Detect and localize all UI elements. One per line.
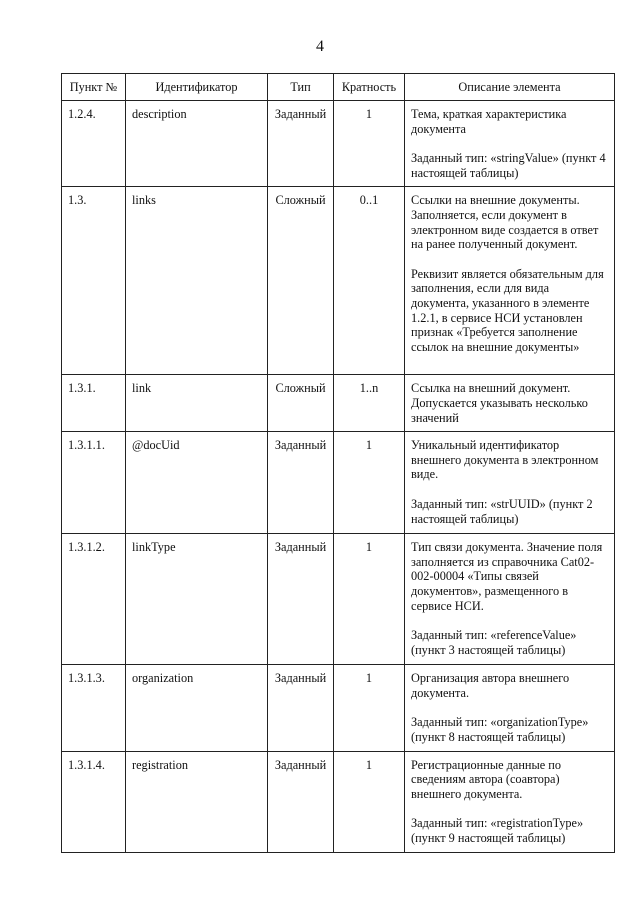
- cell-multiplicity: 1: [334, 101, 405, 187]
- cell-num: 1.3.: [62, 187, 126, 375]
- cell-identifier: organization: [126, 665, 268, 751]
- description-text: Заданный тип: «referenceValue» (пункт 3 настоящей таблицы): [411, 628, 577, 657]
- header-type: Тип: [268, 74, 334, 101]
- cell-num: 1.3.1.2.: [62, 534, 126, 665]
- header-row: [62, 74, 615, 101]
- description-text: Ссылки на внешние документы. Заполняется, если документ в электронном виде создается в ответ на ранее полученный документ.: [411, 193, 599, 252]
- description-text: Заданный тип: «strUUID» (пункт 2 настоящей таблицы): [411, 496, 593, 526]
- cell-type: Сложный: [268, 187, 334, 375]
- table-row: [62, 751, 615, 852]
- description-text: Тип связи документа. Значение поля заполняется из справочника Cat02-002-00004 «Типы связей документов», размещенного в сервисе НСИ.: [411, 540, 603, 613]
- cell-identifier: registration: [126, 751, 268, 852]
- cell-type: Заданный: [268, 751, 334, 852]
- cell-identifier: link: [126, 375, 268, 432]
- table-row: [62, 665, 615, 751]
- description-text: Реквизит является обязательным для заполнения, если для вида документа, указанного в элементе 1.2.1, в сервисе НСИ установлен признак «Требуется заполнение ссылок на внешние документы»: [411, 266, 604, 354]
- cell-multiplicity: 1: [334, 665, 405, 751]
- cell-description: [405, 751, 615, 852]
- cell-identifier: linkType: [126, 534, 268, 665]
- header-description: Описание элемента: [405, 74, 615, 101]
- cell-description: [405, 375, 615, 432]
- table-row: [62, 432, 615, 534]
- cell-description: [405, 432, 615, 534]
- cell-multiplicity: 1..n: [334, 375, 405, 432]
- description-text: Тема, краткая характеристика документа: [411, 107, 567, 136]
- table-row: [62, 375, 615, 432]
- cell-num: 1.2.4.: [62, 101, 126, 187]
- description-text: Заданный тип: «registrationType» (пункт 9 настоящей таблицы): [411, 816, 584, 845]
- table-row: [62, 534, 615, 665]
- header-num: Пункт №: [62, 74, 126, 101]
- cell-multiplicity: 1: [334, 534, 405, 665]
- page-number: 4: [316, 38, 324, 55]
- cell-type: Заданный: [268, 665, 334, 751]
- cell-description: [405, 101, 615, 187]
- description-text: Заданный тип: «organizationType» (пункт 8 настоящей таблицы): [411, 715, 589, 744]
- table-row: [62, 101, 615, 187]
- cell-type: Заданный: [268, 432, 334, 534]
- cell-type: Заданный: [268, 534, 334, 665]
- specification-table: [61, 73, 615, 853]
- cell-identifier: @docUid: [126, 432, 268, 534]
- table-header: [62, 74, 615, 101]
- description-text: Организация автора внешнего документа.: [411, 671, 570, 700]
- header-identifier: Идентификатор: [126, 74, 268, 101]
- description-text: Регистрационные данные по сведениям автора (соавтора) внешнего документа.: [411, 757, 562, 801]
- cell-description: [405, 534, 615, 665]
- cell-type: Заданный: [268, 101, 334, 187]
- cell-identifier: links: [126, 187, 268, 375]
- cell-description: [405, 187, 615, 375]
- cell-multiplicity: 0..1: [334, 187, 405, 375]
- description-text: Уникальный идентификатор внешнего документа в электронном виде.: [411, 438, 599, 482]
- description-text: Ссылка на внешний документ. Допускается указывать несколько значений: [411, 381, 588, 425]
- table-row: [62, 187, 615, 375]
- cell-num: 1.3.1.: [62, 375, 126, 432]
- cell-num: 1.3.1.1.: [62, 432, 126, 534]
- cell-identifier: description: [126, 101, 268, 187]
- cell-multiplicity: 1: [334, 432, 405, 534]
- header-multiplicity: Кратность: [334, 74, 405, 101]
- description-text: Заданный тип: «stringValue» (пункт 4 настоящей таблицы): [411, 151, 606, 180]
- cell-num: 1.3.1.3.: [62, 665, 126, 751]
- cell-num: 1.3.1.4.: [62, 751, 126, 852]
- cell-multiplicity: 1: [334, 751, 405, 852]
- cell-type: Сложный: [268, 375, 334, 432]
- table-body: [62, 101, 615, 853]
- cell-description: [405, 665, 615, 751]
